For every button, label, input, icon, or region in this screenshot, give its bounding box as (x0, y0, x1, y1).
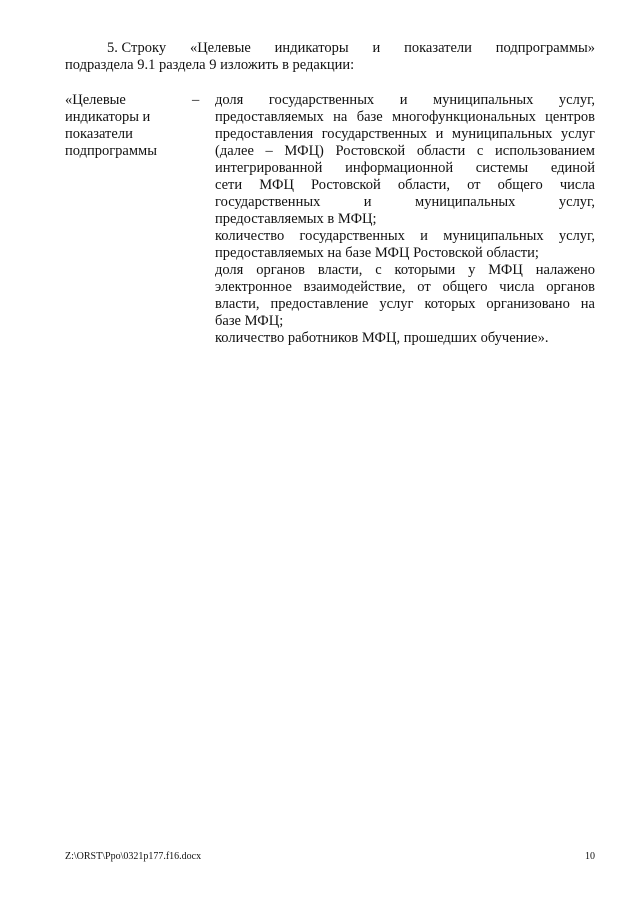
content-line: предоставляемых на базе МФЦ Ростовской области; (215, 245, 539, 261)
footer-file-path: Z:\ORST\Ppo\0321p177.f16.docx (65, 851, 202, 862)
content-line: количество государственных и муниципальных услуг, (215, 228, 595, 244)
row-label-line: «Целевые (65, 92, 126, 108)
row-dash: – (192, 92, 200, 108)
row-label-line: подпрограммы (65, 143, 157, 159)
row-label-line: индикаторы и (65, 109, 151, 125)
intro-word: подпрограммы» (495, 40, 595, 56)
row-label (65, 92, 175, 160)
intro-word: показатели (404, 40, 472, 56)
content-line: предоставляемых в МФЦ; (215, 211, 377, 227)
row-label-line: показатели (65, 126, 133, 142)
content-line: электронное взаимодействие, от общего числа органов (215, 279, 595, 295)
intro-word: «Целевые (189, 40, 251, 56)
intro-word: 5. Строку (107, 40, 167, 56)
intro-paragraph (65, 40, 595, 74)
content-line: доля государственных и муниципальных услуг, (215, 92, 595, 108)
intro-word: и (372, 40, 381, 56)
intro-line-2: подраздела 9.1 раздела 9 изложить в редакции: (65, 57, 355, 73)
row-content (215, 92, 595, 347)
content-line: количество работников МФЦ, прошедших обучение». (215, 330, 549, 346)
content-line: предоставления государственных и муниципальных услуг (215, 126, 595, 142)
content-line: интегрированной информационной системы единой (215, 160, 595, 176)
intro-word: индикаторы (274, 40, 349, 56)
content-line: власти, предоставление услуг которых организовано на (215, 296, 595, 312)
content-line: (далее – МФЦ) Ростовской области с использованием (215, 143, 595, 159)
content-line: базе МФЦ; (215, 313, 284, 329)
footer-page-number: 10 (585, 851, 595, 862)
content-line: доля органов власти, с которыми у МФЦ налажено (215, 262, 595, 278)
intro-line-1 (65, 40, 595, 57)
content-line: государственных и муниципальных услуг, (215, 194, 595, 210)
content-line: сети МФЦ Ростовской области, от общего числа (215, 177, 595, 193)
content-line: предоставляемых на базе многофункциональных центров (215, 109, 595, 125)
